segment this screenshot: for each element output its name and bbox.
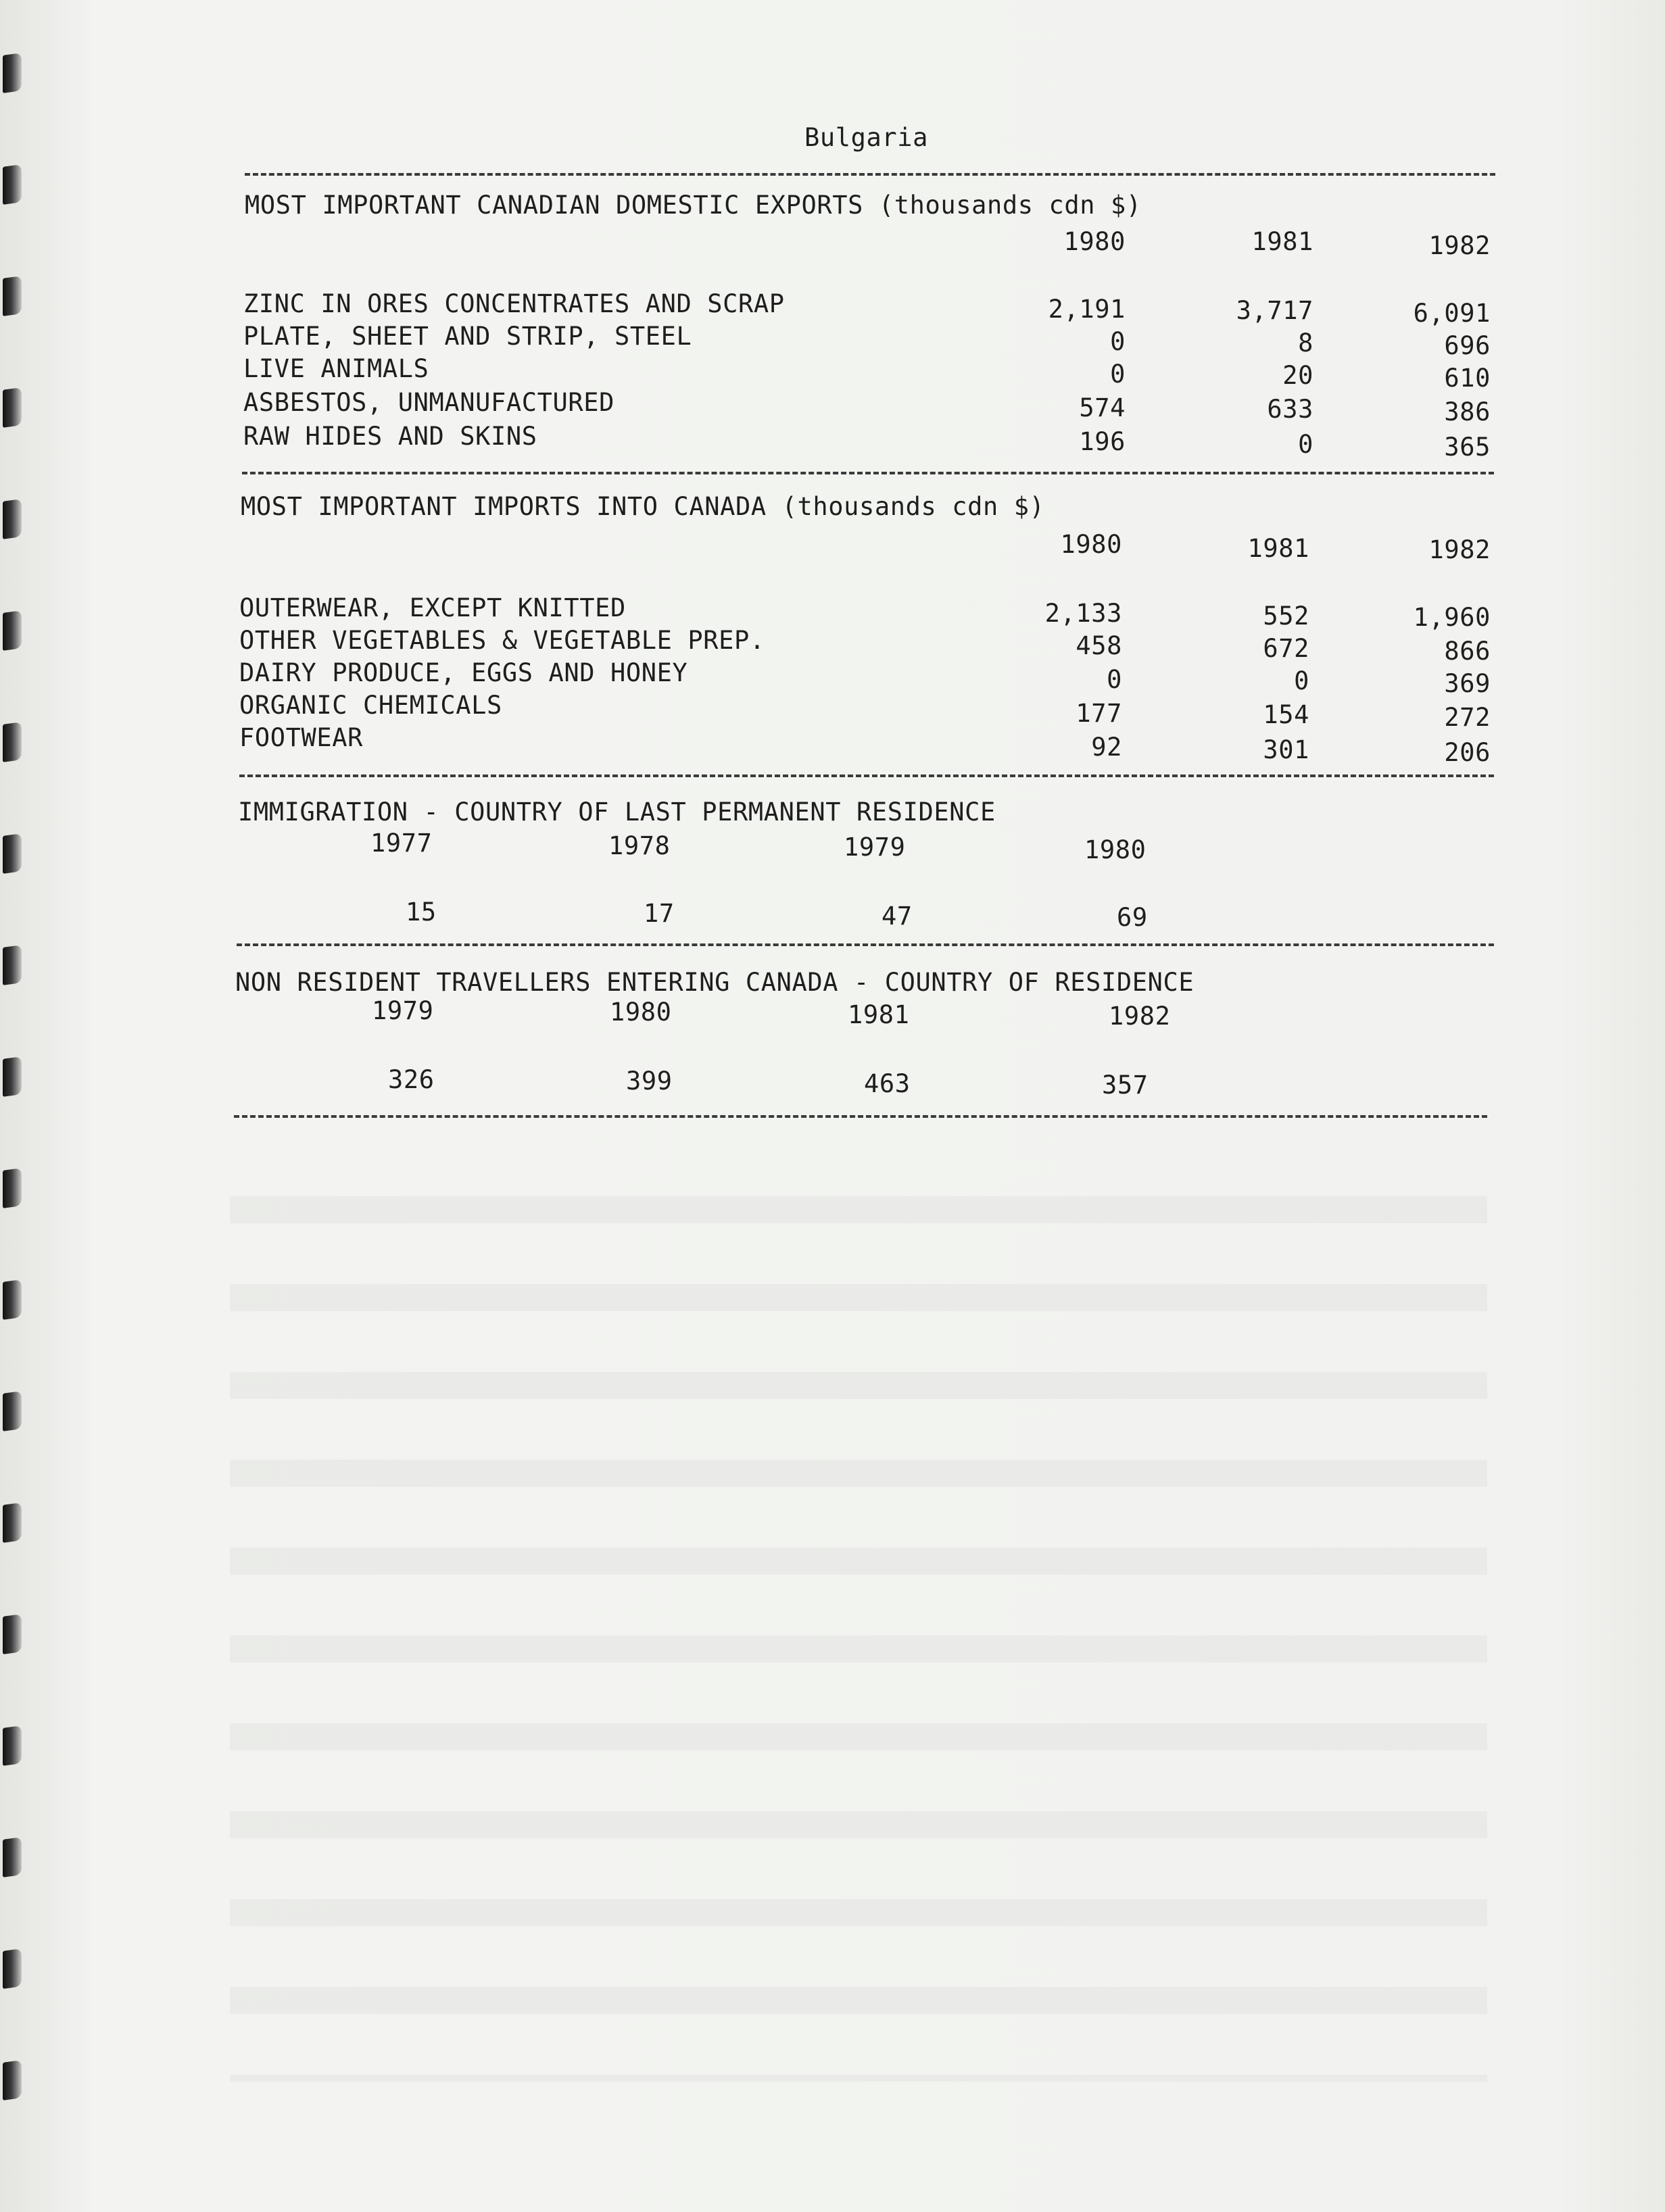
export-value-1981: 20 (1282, 361, 1313, 390)
import-value-1981: 0 (1294, 666, 1309, 695)
export-item: LIVE ANIMALS (243, 354, 429, 383)
travellers-year-1979: 1979 (372, 996, 434, 1025)
import-value-1980: 177 (1076, 699, 1122, 728)
spiral-binding (0, 0, 41, 2212)
export-value-1982: 6,091 (1413, 299, 1491, 328)
export-item: ZINC IN ORES CONCENTRATES AND SCRAP (243, 289, 785, 318)
divider (242, 472, 1494, 474)
export-value-1980: 574 (1079, 393, 1126, 422)
export-value-1981: 0 (1298, 430, 1313, 459)
export-value-1982: 365 (1444, 433, 1491, 462)
exports-heading: MOST IMPORTANT CANADIAN DOMESTIC EXPORTS (thousands cdn $) (245, 191, 1142, 220)
page-title: Bulgaria (804, 123, 929, 152)
export-value-1980: 0 (1110, 327, 1126, 356)
immigration-year-1978: 1978 (608, 831, 671, 860)
import-value-1980: 92 (1091, 733, 1122, 762)
export-item: PLATE, SHEET AND STRIP, STEEL (243, 322, 692, 351)
export-value-1981: 633 (1267, 395, 1313, 424)
immigration-year-1977: 1977 (370, 829, 433, 858)
export-value-1981: 3,717 (1236, 296, 1313, 325)
travellers-value-1980: 399 (626, 1066, 673, 1096)
import-value-1982: 1,960 (1413, 603, 1491, 632)
import-item: FOOTWEAR (239, 723, 364, 752)
travellers-year-1982: 1982 (1109, 1002, 1171, 1031)
export-value-1980: 196 (1079, 427, 1126, 456)
immigration-value-1978: 17 (644, 899, 675, 928)
divider (237, 943, 1494, 946)
travellers-value-1979: 326 (388, 1065, 435, 1094)
import-value-1981: 672 (1263, 634, 1309, 663)
imports-year-1982: 1982 (1428, 535, 1491, 564)
travellers-value-1982: 357 (1102, 1071, 1149, 1100)
import-value-1980: 2,133 (1044, 599, 1122, 628)
import-value-1982: 369 (1444, 669, 1491, 698)
divider (234, 1115, 1487, 1118)
immigration-year-1979: 1979 (844, 833, 906, 862)
exports-year-1981: 1981 (1251, 227, 1313, 256)
import-value-1981: 552 (1263, 601, 1309, 631)
export-value-1982: 386 (1444, 397, 1491, 426)
import-item: OTHER VEGETABLES & VEGETABLE PREP. (239, 626, 765, 655)
export-item: ASBESTOS, UNMANUFACTURED (243, 388, 615, 417)
export-value-1982: 696 (1444, 331, 1491, 360)
travellers-value-1981: 463 (864, 1069, 911, 1098)
travellers-year-1981: 1981 (848, 1000, 910, 1029)
bleed-through-shadow (230, 1135, 1487, 2082)
immigration-value-1979: 47 (882, 902, 913, 931)
export-value-1980: 0 (1110, 360, 1126, 389)
immigration-value-1980: 69 (1117, 903, 1148, 932)
export-value-1982: 610 (1444, 364, 1491, 393)
import-value-1980: 0 (1107, 665, 1122, 694)
imports-year-1980: 1980 (1060, 530, 1122, 559)
import-value-1982: 272 (1444, 703, 1491, 732)
import-item: OUTERWEAR, EXCEPT KNITTED (239, 593, 626, 622)
imports-year-1981: 1981 (1247, 534, 1309, 563)
export-value-1980: 2,191 (1048, 295, 1126, 324)
import-value-1982: 866 (1444, 637, 1491, 666)
export-item: RAW HIDES AND SKINS (243, 422, 537, 451)
exports-year-1982: 1982 (1428, 231, 1491, 260)
imports-heading: MOST IMPORTANT IMPORTS INTO CANADA (thousands cdn $) (241, 492, 1045, 521)
exports-year-1980: 1980 (1063, 227, 1126, 256)
travellers-year-1980: 1980 (610, 998, 672, 1027)
import-value-1980: 458 (1076, 631, 1122, 660)
import-value-1981: 154 (1263, 700, 1309, 729)
immigration-value-1977: 15 (406, 898, 437, 927)
export-value-1981: 8 (1298, 328, 1313, 358)
immigration-year-1980: 1980 (1084, 835, 1147, 864)
divider (245, 173, 1495, 176)
import-value-1982: 206 (1444, 738, 1491, 767)
immigration-heading: IMMIGRATION - COUNTRY OF LAST PERMANENT RESIDENCE (238, 797, 996, 827)
divider (239, 775, 1494, 777)
travellers-heading: NON RESIDENT TRAVELLERS ENTERING CANADA - COUNTRY OF RESIDENCE (235, 968, 1195, 997)
import-value-1981: 301 (1263, 735, 1309, 764)
import-item: DAIRY PRODUCE, EGGS AND HONEY (239, 658, 688, 687)
import-item: ORGANIC CHEMICALS (239, 691, 502, 720)
